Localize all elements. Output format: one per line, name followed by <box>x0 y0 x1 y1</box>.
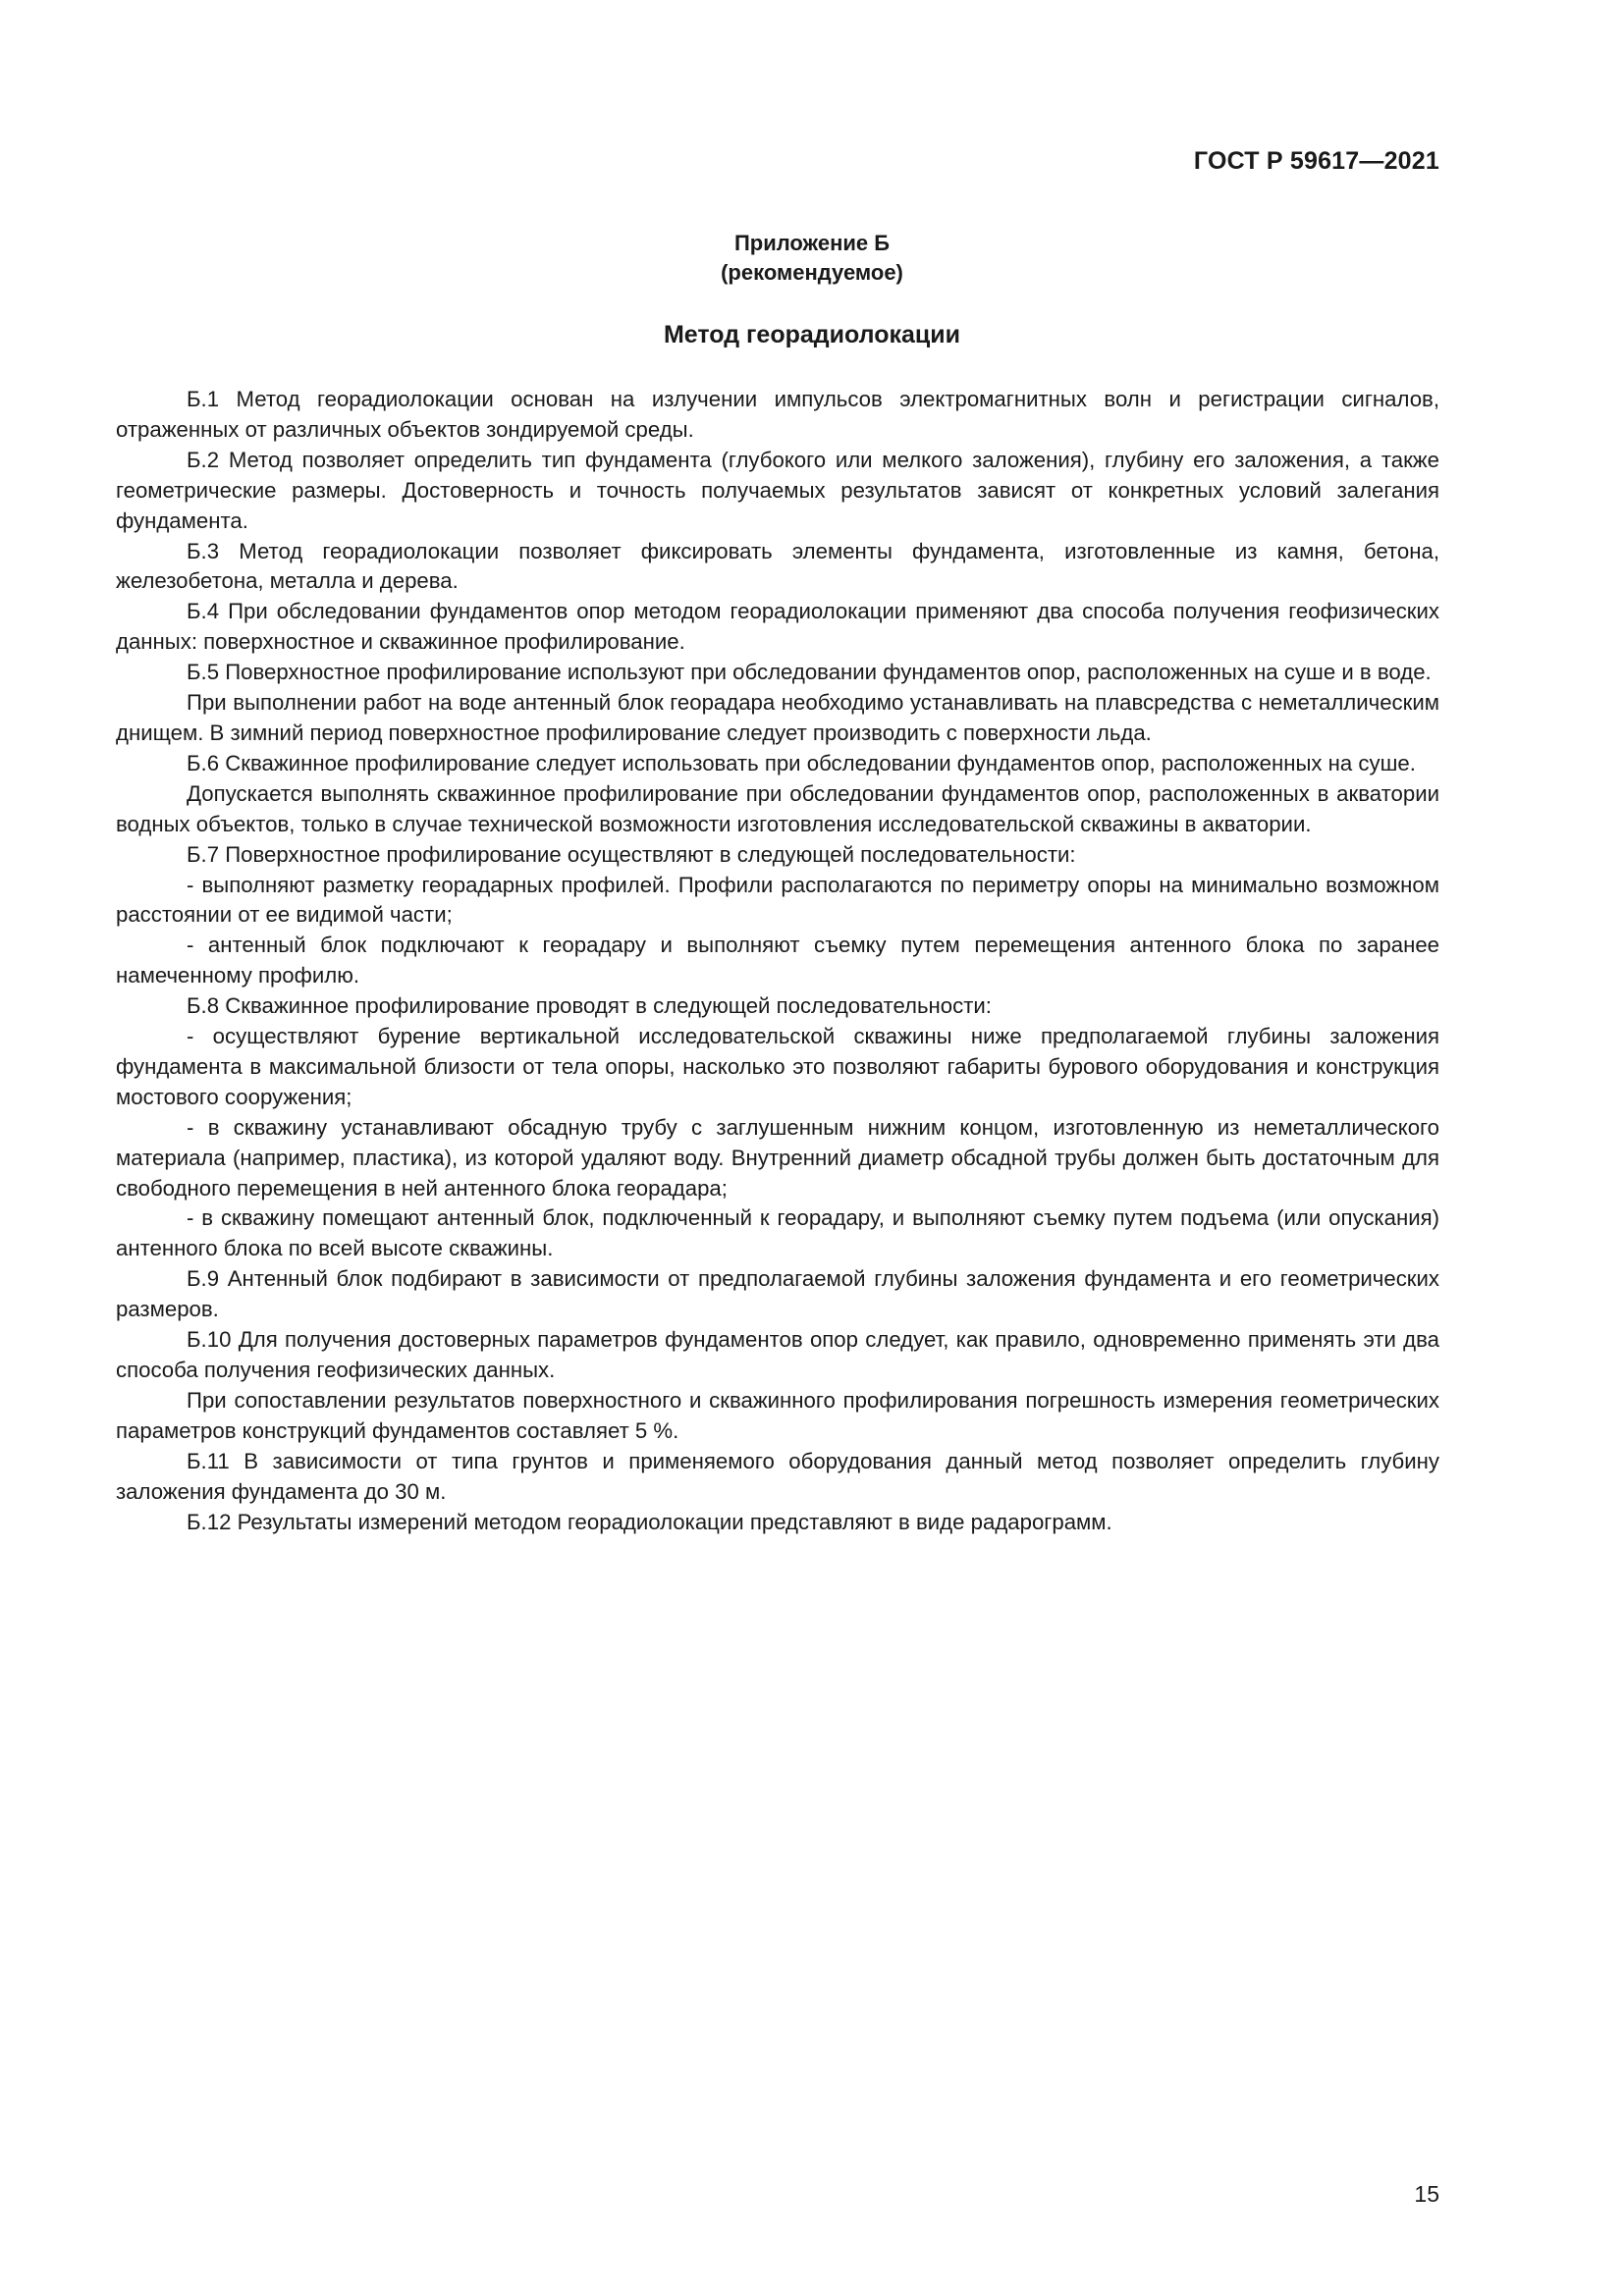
list-item-b7-2: - антенный блок подключают к георадару и выполняют съемку путем перемещения антенного блока по заранее намеченному профилю. <box>116 933 1439 988</box>
paragraph-b4: Б.4 При обследовании фундаментов опор методом георадиолокации применяют два способа получения геофизических данных: поверхностное и скважинное профилирование. <box>116 599 1439 655</box>
list-item-b8-1: - осуществляют бурение вертикальной исследовательской скважины ниже предполагаемой глубины заложения фундамента в максимальной близости от тела опоры, насколько это позволяют габариты бурового оборудования и конструкция мостового сооружения; <box>116 1024 1439 1109</box>
appendix-heading <box>0 229 1624 288</box>
paragraph-b8: Б.8 Скважинное профилирование проводят в следующей последовательности: <box>187 993 992 1019</box>
list-item-b7-1: - выполняют разметку георадарных профилей. Профили располагаются по периметру опоры на минимально возможном расстоянии от ее видимой части; <box>116 872 1439 928</box>
paragraph-b6: Б.6 Скважинное профилирование следует использовать при обследовании фундаментов опор, расположенных на суше. <box>187 750 1416 775</box>
page-number: 15 <box>1414 2181 1439 2207</box>
paragraph-b5: Б.5 Поверхностное профилирование используют при обследовании фундаментов опор, расположенных на суше и в воде. <box>187 660 1432 685</box>
section-title: Метод георадиолокации <box>663 321 961 348</box>
standard-code-header: ГОСТ Р 59617—2021 <box>1193 147 1439 175</box>
paragraph-b1: Б.1 Метод георадиолокации основан на излучении импульсов электромагнитных волн и регистрации сигналов, отраженных от различных объектов зондируемой среды. <box>116 387 1439 442</box>
paragraph-b5-water: При выполнении работ на воде антенный блок георадара необходимо устанавливать на плавсредства с неметаллическим днищем. В зимний период поверхностное профилирование следует производить с поверхности льда. <box>116 690 1439 745</box>
paragraph-b9: Б.9 Антенный блок подбирают в зависимости от предполагаемой глубины заложения фундамента и его геометрических размеров. <box>116 1266 1439 1322</box>
paragraph-b2: Б.2 Метод позволяет определить тип фундамента (глубокого или мелкого заложения), глубину его заложения, а также геометрические размеры. Достоверность и точность получаемых результатов зависят от конкретных условий залегания фундамента. <box>116 447 1439 533</box>
list-item-b8-3: - в скважину помещают антенный блок, подключенный к георадару, и выполняют съемку путем подъема (или опускания) антенного блока по всей высоте скважины. <box>116 1205 1439 1261</box>
list-item-b8-2: - в скважину устанавливают обсадную трубу с заглушенным нижним концом, изготовленную из неметаллического материала (например, пластика), из которой удаляют воду. Внутренний диаметр обсадной трубы должен быть достаточным для свободного перемещения в ней антенного блока георадара; <box>116 1114 1439 1201</box>
paragraph-b7: Б.7 Поверхностное профилирование осуществляют в следующей последовательности: <box>187 841 1076 867</box>
paragraph-b11: Б.11 В зависимости от типа грунтов и применяемого оборудования данный метод позволяет определить глубину заложения фундамента до 30 м. <box>116 1448 1439 1504</box>
paragraph-b10: Б.10 Для получения достоверных параметров фундаментов опор следует, как правило, одновременно применять эти два способа получения геофизических данных. <box>116 1327 1439 1382</box>
appendix-status: (рекомендуемое) <box>721 260 903 285</box>
paragraph-b12: Б.12 Результаты измерений методом георадиолокации представляют в виде радарограмм. <box>187 1509 1112 1534</box>
appendix-title: Приложение Б <box>733 231 891 255</box>
paragraph-b6-aquatory: Допускается выполнять скважинное профилирование при обследовании фундаментов опор, расположенных в акватории водных объектов, только в случае технической возможности изготовления исследовательской скважины в акватории. <box>116 780 1439 836</box>
paragraph-b3: Б.3 Метод георадиолокации позволяет фиксировать элементы фундамента, изготовленные из камня, бетона, железобетона, металла и дерева. <box>116 538 1439 594</box>
paragraph-b10-accuracy: При сопоставлении результатов поверхностного и скважинного профилирования погрешность измерения геометрических параметров конструкций фундаментов составляет 5 %. <box>116 1387 1439 1443</box>
body-text <box>116 385 1439 1537</box>
